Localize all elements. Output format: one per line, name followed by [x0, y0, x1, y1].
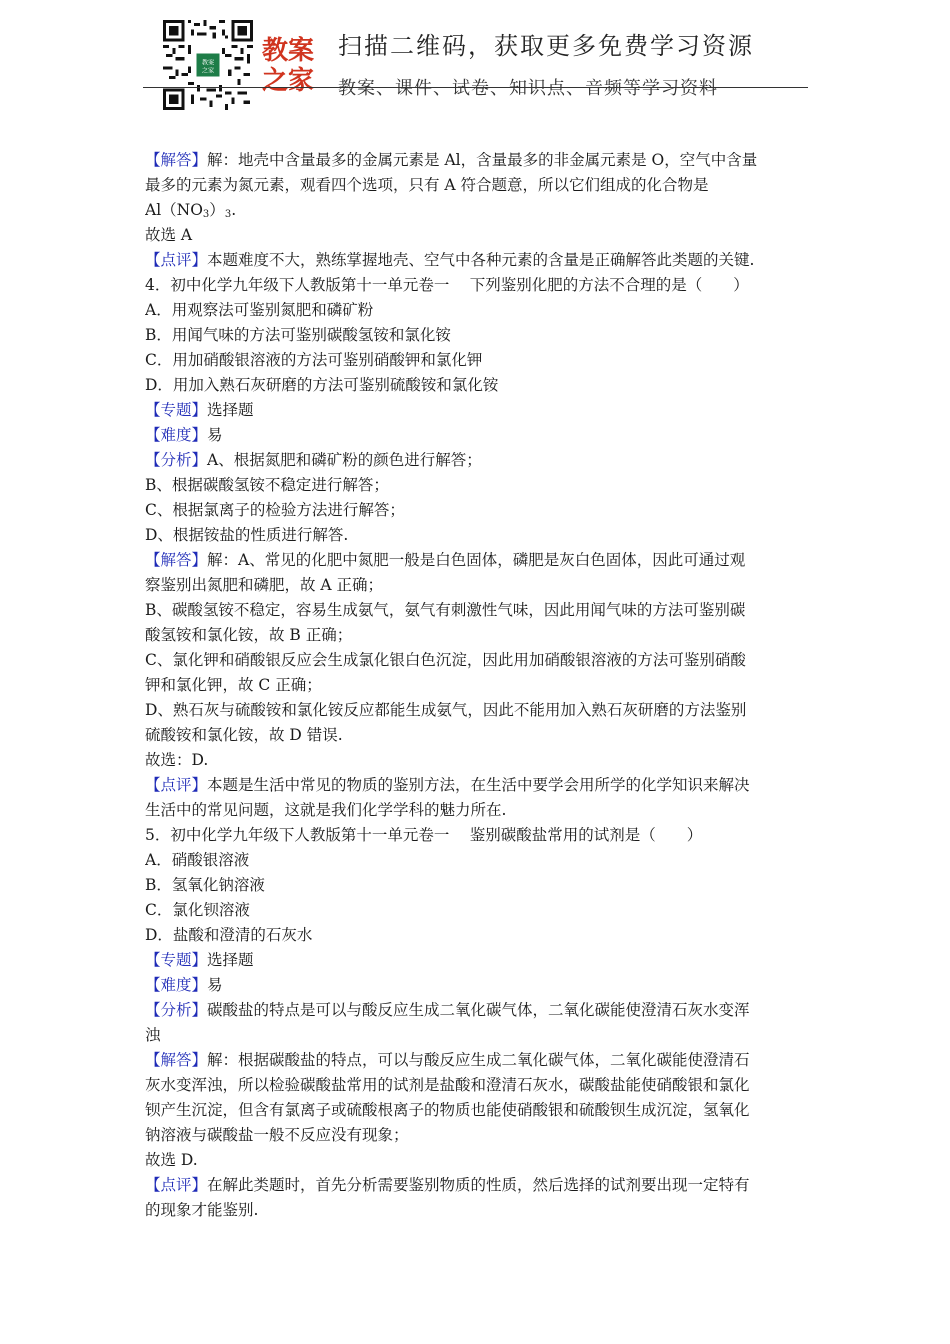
text-line [145, 1048, 807, 1073]
text-line [145, 873, 807, 898]
line-text: 察鉴别出氮肥和磷肥，故 A 正确； [145, 576, 384, 594]
line-text: B、碳酸氢铵不稳定，容易生成氨气，氨气有刺激性气味，因此用闻气味的方法可鉴别碳 [145, 601, 746, 619]
qr-code [163, 20, 253, 110]
line-text: D．用加入熟石灰研磨的方法可鉴别硫酸铵和氯化铵 [145, 376, 499, 394]
line-text: 灰水变浑浊，所以检验碳酸盐常用的试剂是盐酸和澄清石灰水，碳酸盐能使硝酸银和氯化 [145, 1076, 750, 1094]
section-tag: 【专题】 [145, 951, 208, 969]
svg-text:教案: 教案 [201, 59, 215, 67]
text-line [145, 623, 807, 648]
line-text: 4．初中化学九年级下人教版第十一单元卷一 下列鉴别化肥的方法不合理的是（ ） [145, 276, 749, 294]
line-text: D、熟石灰与硫酸铵和氯化铵反应都能生成氨气，因此不能用加入熟石灰研磨的方法鉴别 [145, 701, 747, 719]
text-line [145, 1098, 807, 1123]
line-text: A．用观察法可鉴别氮肥和磷矿粉 [145, 301, 374, 319]
line-text: 浊 [145, 1026, 161, 1044]
section-tag: 【专题】 [145, 401, 208, 419]
line-text: 最多的元素为氮元素，观看四个选项，只有 A 符合题意，所以它们组成的化合物是 [145, 176, 709, 194]
text-line [145, 923, 807, 948]
header-slogan: 扫描二维码，获取更多免费学习资源 [338, 32, 754, 60]
text-line [145, 598, 807, 623]
line-text: 易 [207, 976, 223, 994]
section-tag: 【解答】 [145, 151, 208, 169]
line-text: 在解此类题时，首先分析需要鉴别物质的性质，然后选择的试剂要出现一定特有 [207, 1176, 750, 1194]
text-line [145, 373, 807, 398]
line-text: C．用加硝酸银溶液的方法可鉴别硝酸钾和氯化钾 [145, 351, 483, 369]
text-line [145, 273, 807, 298]
text-line [145, 948, 807, 973]
line-text: 选择题 [207, 951, 254, 969]
line-text-part: ） [209, 201, 225, 219]
text-line [145, 498, 807, 523]
section-tag: 【难度】 [145, 976, 208, 994]
line-text: C、氯化钾和硝酸银反应会生成氯化银白色沉淀，因此用加硝酸银溶液的方法可鉴别硝酸 [145, 651, 746, 669]
line-text: 钡产生沉淀，但含有氯离子或硫酸根离子的物质也能使硝酸银和硫酸钡生成沉淀，氢氧化 [145, 1101, 750, 1119]
line-text: B．氢氧化钠溶液 [145, 876, 265, 894]
section-tag: 【点评】 [145, 1176, 208, 1194]
document-body [145, 148, 807, 1223]
section-tag: 【分析】 [145, 451, 208, 469]
line-text: A．硝酸银溶液 [145, 851, 250, 869]
subscript: 3 [224, 209, 232, 220]
text-line [145, 1023, 807, 1048]
text-line [145, 1198, 807, 1223]
section-tag: 【点评】 [145, 251, 208, 269]
text-line [145, 423, 807, 448]
brand-line-2: 之家 [262, 66, 315, 96]
line-text: 钾和氯化钾，故 C 正确； [145, 676, 322, 694]
header-subline: 教案、课件、试卷、知识点、音频等学习资料 [338, 78, 718, 99]
line-text: 解：根据碳酸盐的特点，可以与酸反应生成二氧化碳气体，二氧化碳能使澄清石 [207, 1051, 750, 1069]
text-line [145, 823, 807, 848]
line-text: 酸氢铵和氯化铵，故 B 正确； [145, 626, 353, 644]
section-tag: 【分析】 [145, 1001, 208, 1019]
text-line [145, 473, 807, 498]
text-line [145, 898, 807, 923]
text-line [145, 773, 807, 798]
line-text: 碳酸盐的特点是可以与酸反应生成二氧化碳气体，二氧化碳能使澄清石灰水变浑 [207, 1001, 750, 1019]
section-tag: 【解答】 [145, 551, 208, 569]
text-line [145, 148, 807, 173]
text-line [145, 1173, 807, 1198]
line-text: B、根据碳酸氢铵不稳定进行解答； [145, 476, 389, 494]
line-text: 生活中的常见问题，这就是我们化学学科的魅力所在. [145, 801, 507, 819]
text-line [145, 173, 807, 198]
line-text: B．用闻气味的方法可鉴别碳酸氢铵和氯化铵 [145, 326, 451, 344]
line-text: 故选 D. [145, 1151, 198, 1169]
text-line [145, 298, 807, 323]
subscript: 3 [202, 209, 210, 220]
line-text: D．盐酸和澄清的石灰水 [145, 926, 313, 944]
line-text: 故选 A [145, 226, 193, 244]
section-tag: 【点评】 [145, 776, 208, 794]
text-line [145, 248, 807, 273]
line-text: C、根据氯离子的检验方法进行解答； [145, 501, 405, 519]
line-text: C．氯化钡溶液 [145, 901, 250, 919]
line-text: 本题难度不大，熟练掌握地壳、空气中各种元素的含量是正确解答此类题的关键. [207, 251, 755, 269]
text-line [145, 1123, 807, 1148]
line-text: 选择题 [207, 401, 254, 419]
line-text: 硫酸铵和氯化铵，故 D 错误. [145, 726, 343, 744]
text-line [145, 748, 807, 773]
text-line [145, 973, 807, 998]
line-text: 解：A、常见的化肥中氮肥一般是白色固体，磷肥是灰白色固体，因此可通过观 [207, 551, 746, 569]
line-text: Al（NO [145, 201, 203, 219]
text-line [145, 673, 807, 698]
line-text: D、根据铵盐的性质进行解答. [145, 526, 349, 544]
text-line [145, 998, 807, 1023]
line-text: 故选：D. [145, 751, 209, 769]
text-line [145, 798, 807, 823]
section-tag: 【解答】 [145, 1051, 208, 1069]
line-text: 的现象才能鉴别. [145, 1201, 259, 1219]
text-line [145, 323, 807, 348]
line-text: A、根据氮肥和磷矿粉的颜色进行解答； [207, 451, 482, 469]
brand-line-1: 教案 [262, 36, 315, 66]
line-text: 解：地壳中含量最多的金属元素是 Al，含量最多的非金属元素是 O，空气中含量 [207, 151, 758, 169]
page-header [0, 0, 950, 130]
text-line [145, 1073, 807, 1098]
text-line [145, 648, 807, 673]
text-line [145, 398, 807, 423]
text-line [145, 698, 807, 723]
text-line [145, 723, 807, 748]
section-tag: 【难度】 [145, 426, 208, 444]
text-line [145, 848, 807, 873]
line-text: 易 [207, 426, 223, 444]
text-line [145, 548, 807, 573]
line-text: 5．初中化学九年级下人教版第十一单元卷一 鉴别碳酸盐常用的试剂是（ ） [145, 826, 703, 844]
text-line [145, 348, 807, 373]
text-line [145, 523, 807, 548]
text-line [145, 1148, 807, 1173]
svg-text:之家: 之家 [201, 67, 215, 75]
text-line [145, 223, 807, 248]
text-line [145, 198, 807, 223]
line-text-part: . [231, 201, 237, 219]
text-line [145, 448, 807, 473]
text-line [145, 573, 807, 598]
line-text: 钠溶液与碳酸盐一般不反应没有现象； [145, 1126, 409, 1144]
line-text: 本题是生活中常见的物质的鉴别方法，在生活中要学会用所学的化学知识来解决 [207, 776, 750, 794]
